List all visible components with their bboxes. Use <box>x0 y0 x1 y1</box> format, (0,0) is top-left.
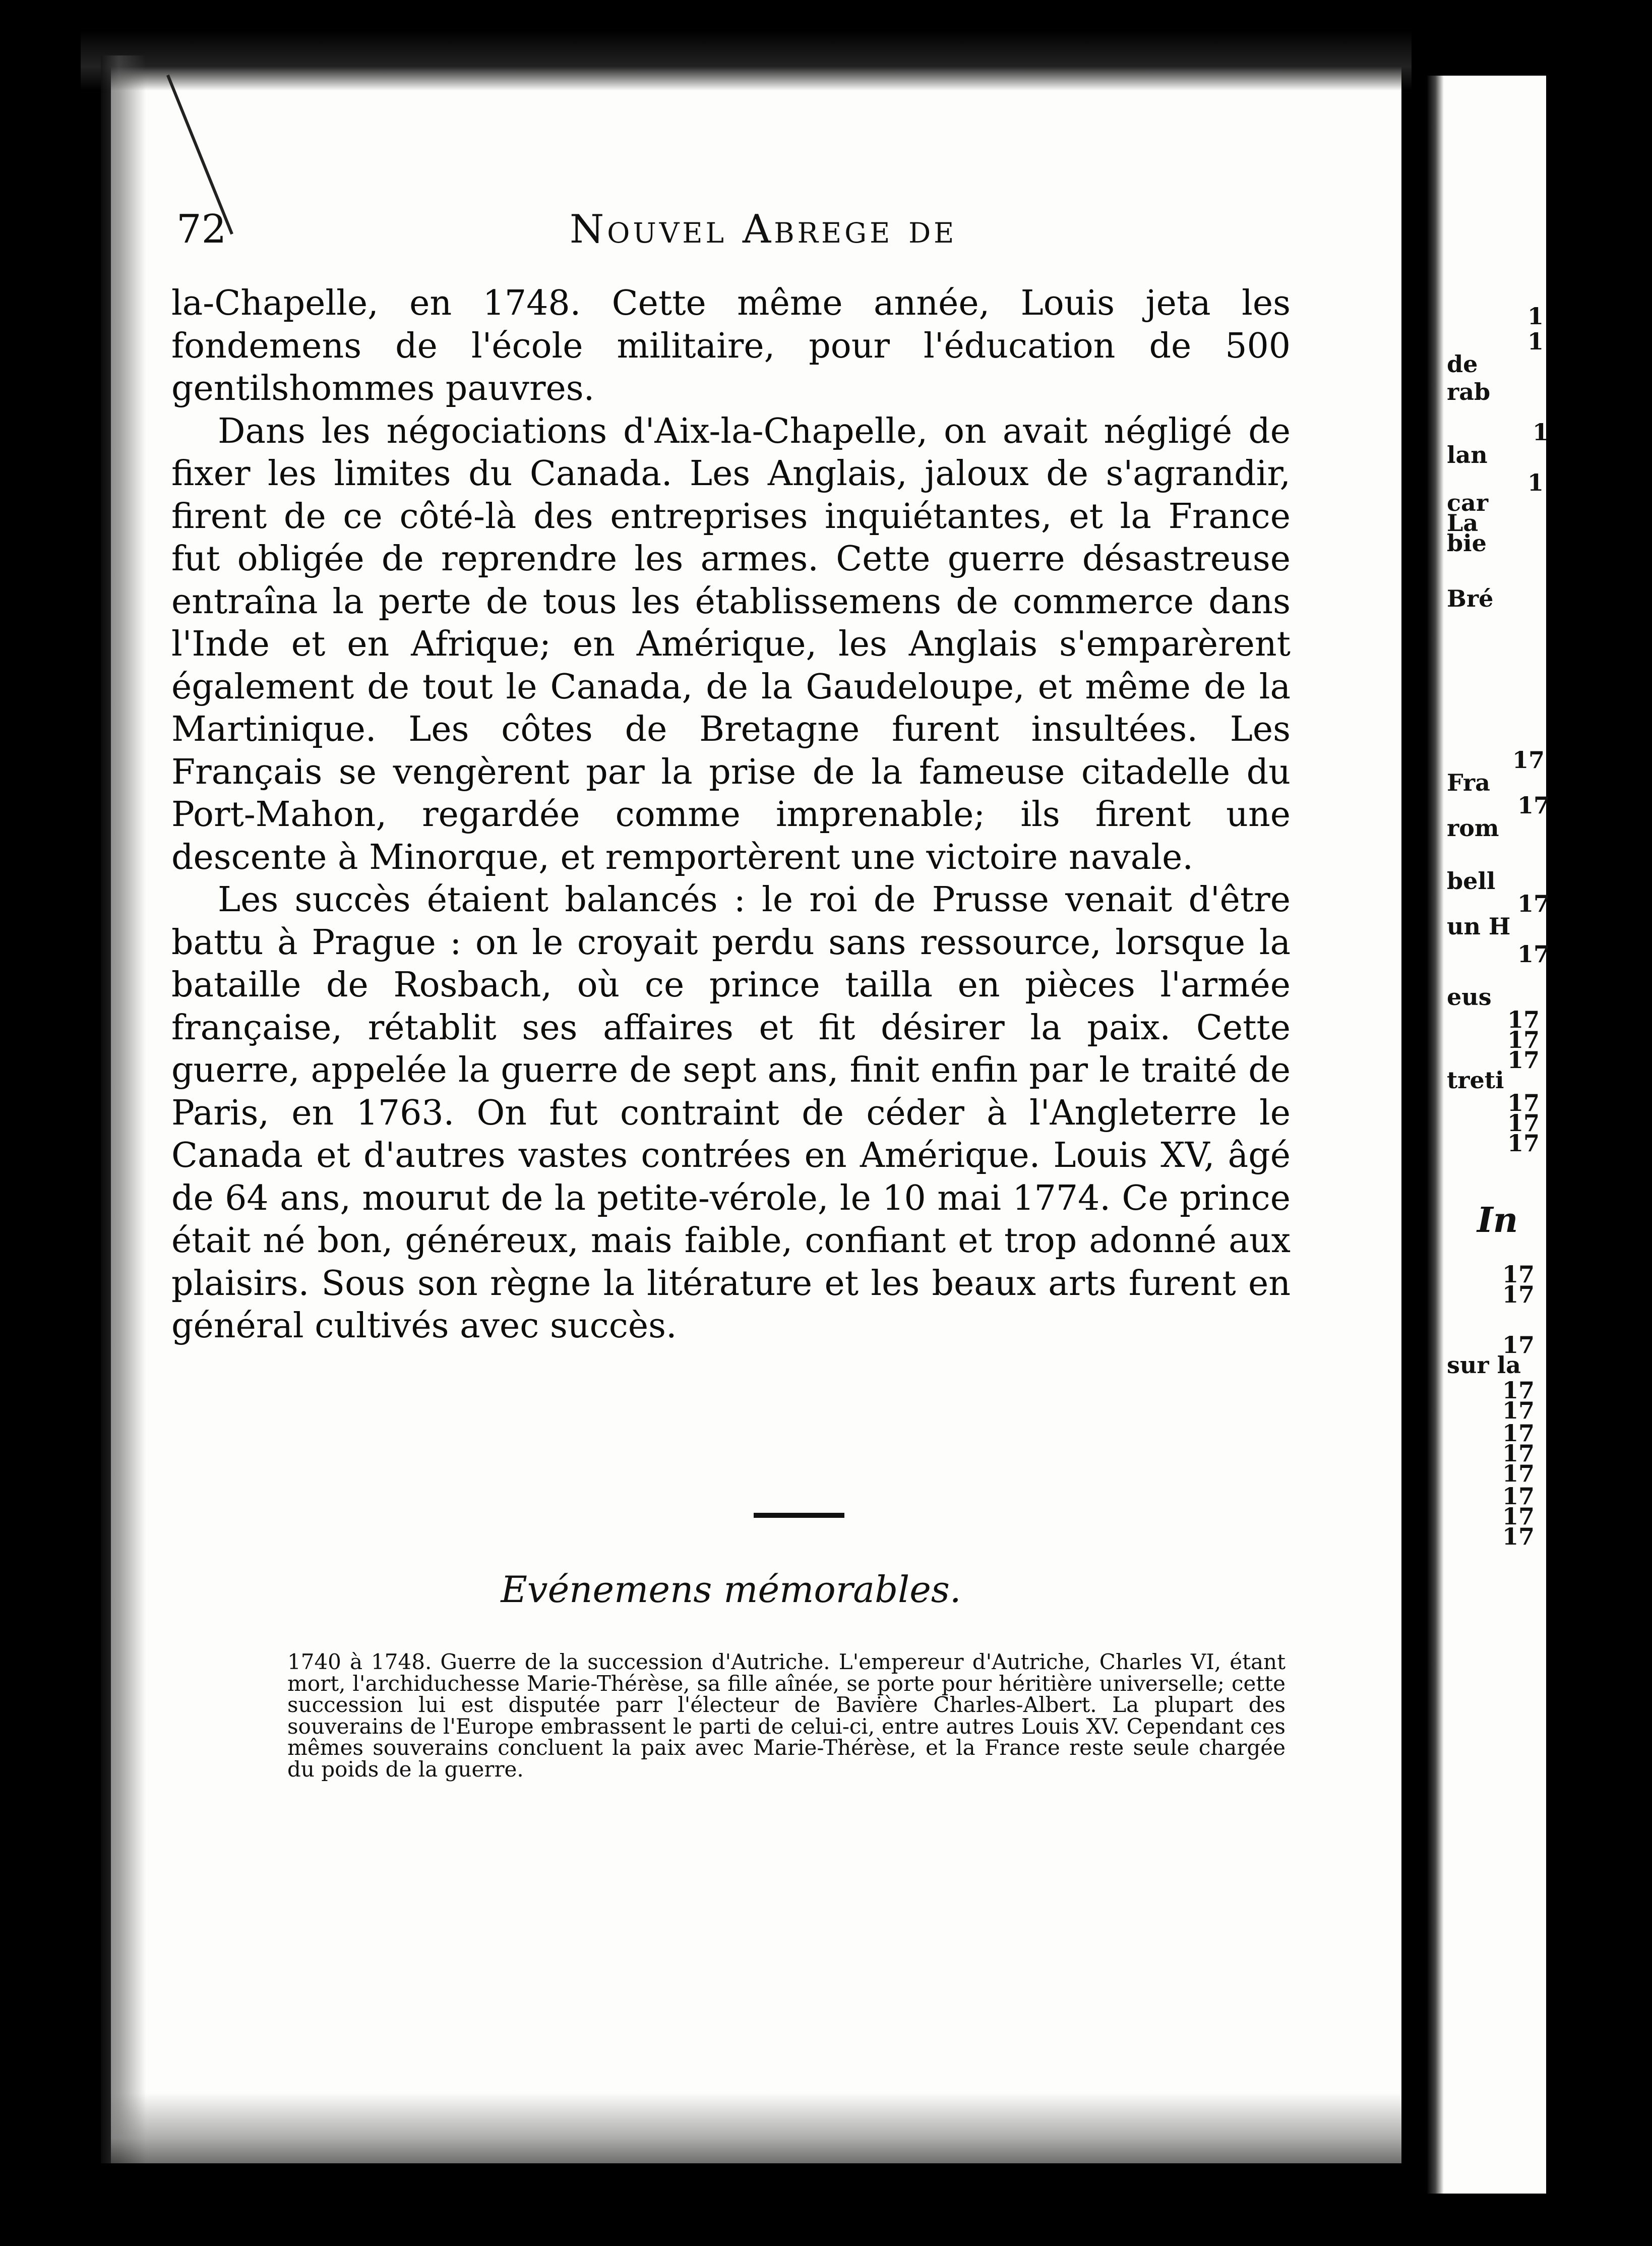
adjacent-page-fragment: Fra <box>1447 769 1490 796</box>
adjacent-page-fragment: 17 <box>1507 1109 1540 1137</box>
adjacent-page-fragment: 17 <box>1517 792 1550 819</box>
adjacent-page-fragment: 17 <box>1502 1523 1535 1550</box>
adjacent-page-fragment: 1 <box>1527 469 1544 496</box>
adjacent-page-fragment: La <box>1447 509 1479 537</box>
adjacent-page-fragment: un H <box>1447 913 1511 940</box>
adjacent-page-fragment: 17 <box>1502 1420 1535 1447</box>
adjacent-page-fragment: 17 <box>1502 1377 1535 1404</box>
adjacent-page-fragment: rom <box>1447 814 1499 842</box>
adjacent-page-fragment: 17 <box>1512 746 1545 774</box>
adjacent-page-fragment: 17 <box>1502 1397 1535 1424</box>
adjacent-page-fragment: 17 <box>1502 1503 1535 1530</box>
body-text <box>171 282 1291 1348</box>
adjacent-page-fragment: bell <box>1447 867 1496 895</box>
adjacent-page-fragment: 1 <box>1533 419 1549 446</box>
paragraph-3: Les succès étaient balancés : le roi de Prusse venait d'être battu à Prague : on le croyait perdu sans ressource, lorsque la bataille de Rosbach, où ce prince tailla en pièces l'armée française, rétablit ses affaires et fit désirer la paix. Cette guerre, appelée la guerre de sept ans, finit enfin par le traité de Paris, en 1763. On fut contraint de céder à l'Angleterre le Canada et d'autres vastes contrées en Amérique. Louis XV, âgé de 64 ans, mourut de la petite-vérole, le 10 mai 1774. Ce prince était né bon, généreux, mais faible, confiant et trop adonné aux plaisirs. Sous son règne la litérature et les beaux arts furent en général cultivés avec succès. <box>171 880 1291 1346</box>
paragraph-1: la-Chapelle, en 1748. Cette même année, Louis jeta les fondemens de l'école militaire, pour l'éducation de 500 gentilshommes pauvres. <box>171 283 1291 408</box>
adjacent-page-fragment: 1 <box>1527 328 1544 355</box>
adjacent-page-fragment: 17 <box>1507 1089 1540 1116</box>
adjacent-page-fragment: 17 <box>1517 890 1550 917</box>
adjacent-page-fragment: Bré <box>1447 585 1494 612</box>
adjacent-page-strip <box>1427 76 1550 2194</box>
adjacent-page-fragment: 17 <box>1502 1440 1535 1467</box>
adjacent-page-fragment: eus <box>1447 983 1492 1011</box>
adjacent-page-fragment: 17 <box>1507 1046 1540 1074</box>
adjacent-page-fragment: 17 <box>1507 1026 1540 1053</box>
adjacent-page-fragment: 17 <box>1502 1261 1535 1288</box>
adjacent-page-fragment: treti <box>1447 1067 1504 1094</box>
adjacent-page-fragment: 1 <box>1527 303 1544 330</box>
adjacent-page-fragment: 17 <box>1502 1483 1535 1510</box>
adjacent-page-fragment: bie <box>1447 529 1487 557</box>
paragraph-2: Dans les négociations d'Aix-la-Chapelle, on avait négligé de fixer les limites du Canada. Les Anglais, jaloux de s'agrandir, firent de ce côté-là des entreprises inquiétantes, et la France fut obligée de reprendre les armes. Cette guerre désastreuse entraîna la perte de tous les établissemens de commerce dans l'Inde et en Afrique; en Amérique, les Anglais s'emparèrent également de tout le Canada, de la Gaudeloupe, et même de la Martinique. Les côtes de Bretagne furent insultées. Les Français se vengèrent par la prise de la fameuse citadelle du Port-Mahon, regardée comme imprenable; ils firent une descente à Minorque, et remportèrent une victoire navale. <box>171 411 1291 877</box>
adjacent-page-fragment: lan <box>1447 441 1488 468</box>
footnote-entry: 1740 à 1748. Guerre de la succession d'Autriche. L'empereur d'Autriche, Charles VI, étant mort, l'archiduchesse Marie-Thérèse, sa fille aînée, se porte pour héritière universelle; cette succession lui est disputée parr l'électeur de Bavière Charles-Albert. La plupart des souverains de l'Europe embrassent le parti de celui-ci, entre autres Louis XV. Cependant ces mêmes souverains concluent la paix avec Marie-Thérèse, et la France reste seule chargée du poids de la guerre. <box>287 1649 1286 1782</box>
adjacent-page-fragment: 17 <box>1507 1006 1540 1033</box>
running-title: Nouvel Abrege de <box>570 207 957 252</box>
section-title: Evénemens mémorables. <box>501 1568 961 1611</box>
adjacent-page-fragment: 17 <box>1502 1331 1535 1358</box>
adjacent-page-fragment: de <box>1447 350 1478 378</box>
adjacent-page-fragment: sur la <box>1447 1351 1521 1379</box>
adjacent-page-fragment: car <box>1447 489 1489 516</box>
adjacent-page-fragment: 17 <box>1502 1281 1535 1308</box>
adjacent-page-fragment: 17 <box>1507 1130 1540 1157</box>
adjacent-page-fragment: 17 <box>1517 940 1550 968</box>
adjacent-page-fragment: 17 <box>1502 1460 1535 1487</box>
page-number: 72 <box>176 207 227 252</box>
adjacent-page-fragment: rab <box>1447 378 1491 405</box>
section-rule <box>754 1513 844 1518</box>
running-head <box>176 207 1301 262</box>
adjacent-page-fragment: In <box>1477 1200 1518 1240</box>
